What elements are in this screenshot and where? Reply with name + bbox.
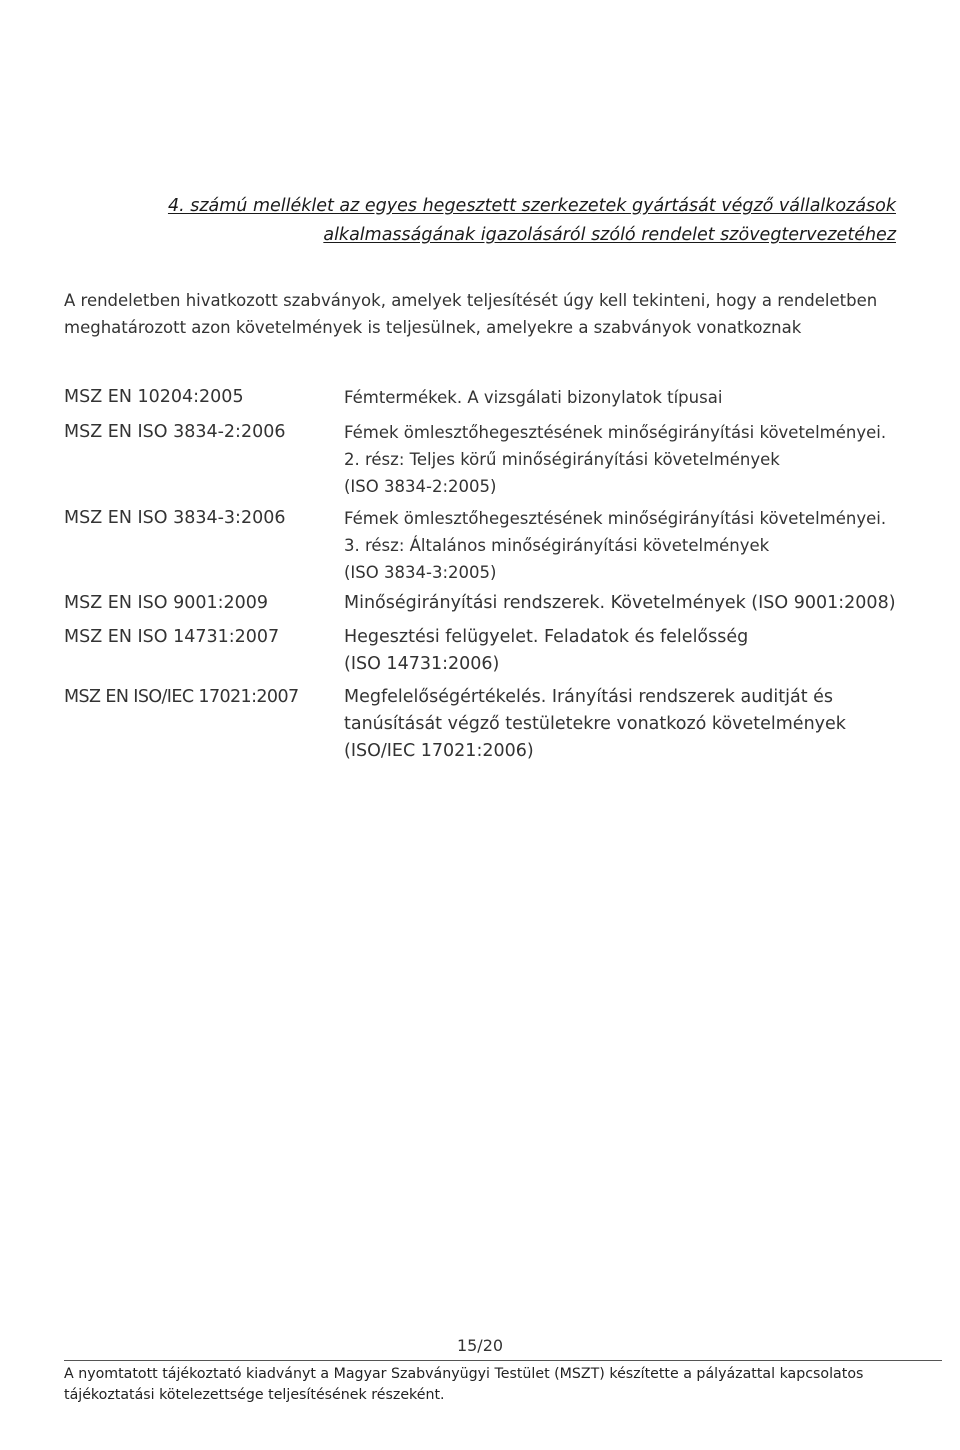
standard-code: MSZ EN ISO 9001:2009 [64, 593, 269, 613]
standard-description-line: 3. rész: Általános minőségirányítási követelmények [344, 536, 770, 555]
standard-description-line: (ISO 14731:2006) [344, 654, 500, 674]
standard-description-line: (ISO 3834-2:2005) [344, 477, 497, 496]
standard-description-line: Fémtermékek. A vizsgálati bizonylatok típusai [344, 388, 723, 407]
annex-heading [150, 192, 896, 250]
standard-description [344, 684, 920, 765]
standard-description-line: Fémek ömlesztőhegesztésének minőségirányítási követelményei. [344, 423, 887, 442]
footer-divider [64, 1360, 942, 1361]
standard-description [344, 590, 920, 617]
standard-description-line: (ISO 3834-3:2005) [344, 563, 497, 582]
standard-description-line: Minőségirányítási rendszerek. Követelmények (ISO 9001:2008) [344, 593, 896, 613]
standard-description-line: Fémek ömlesztőhegesztésének minőségirányítási követelményei. [344, 509, 887, 528]
page-number: 15/20 [456, 1336, 504, 1355]
standard-description-line: (ISO/IEC 17021:2006) [344, 741, 534, 761]
standard-code: MSZ EN ISO 3834-3:2006 [64, 508, 286, 528]
intro-paragraph: A rendeletben hivatkozott szabványok, amelyek teljesítését úgy kell tekinteni, hogy a rendeletben meghatározott azon követelmények is teljesülnek, amelyekre a szabványok vonatkoznak [64, 291, 878, 337]
standard-description-line: Megfelelőségértékelés. Irányítási rendszerek auditját és [344, 687, 834, 707]
standard-code: MSZ EN ISO/IEC 17021:2007 [64, 687, 299, 707]
standard-description [344, 419, 920, 500]
standard-description-line: tanúsítását végző testületekre vonatkozó követelmények [344, 714, 846, 734]
standard-description-line: 2. rész: Teljes körű minőségirányítási követelmények [344, 450, 780, 469]
standard-code: MSZ EN ISO 14731:2007 [64, 627, 280, 647]
annex-heading-line-2: alkalmasságának igazolásáról szóló rendelet szövegtervezetéhez [323, 225, 896, 245]
standard-description-line: Hegesztési felügyelet. Feladatok és felelősség [344, 627, 749, 647]
footer-note: A nyomtatott tájékoztató kiadványt a Magyar Szabványügyi Testület (MSZT) készítette a pályázattal kapcsolatos tájékoztatási kötelezettsége teljesítésének részeként. [64, 1366, 864, 1403]
standard-description [344, 624, 920, 678]
standard-description [344, 384, 920, 411]
standard-code: MSZ EN 10204:2005 [64, 387, 244, 407]
annex-heading-line-1: 4. számú melléklet az egyes hegesztett szerkezetek gyártását végző vállalkozások [167, 196, 896, 216]
standard-description [344, 505, 920, 586]
standard-code: MSZ EN ISO 3834-2:2006 [64, 422, 286, 442]
